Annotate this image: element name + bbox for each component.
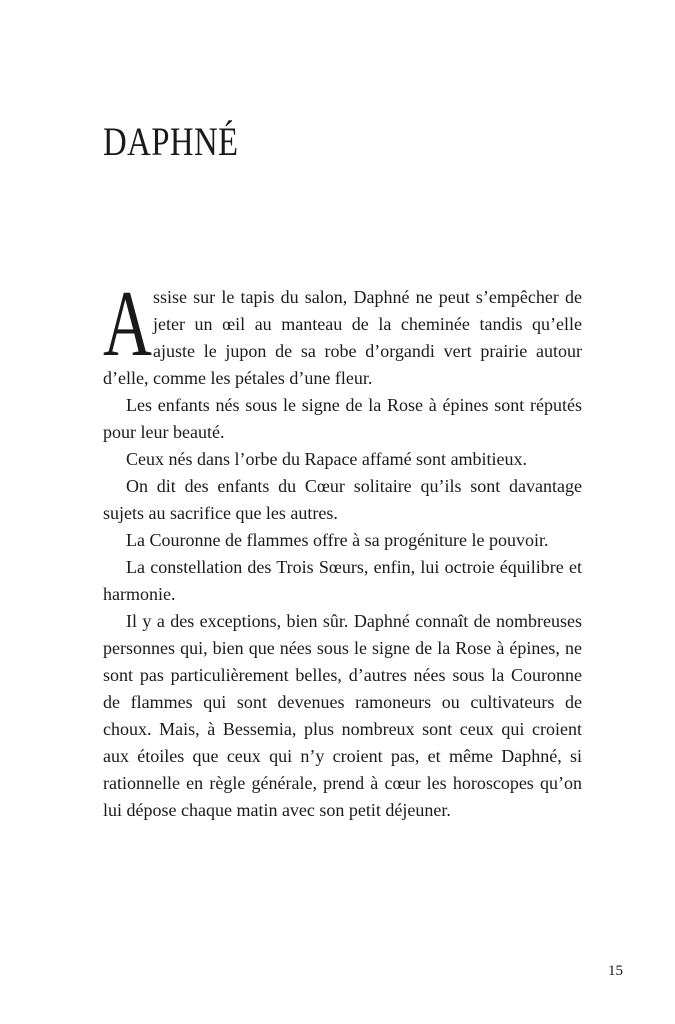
paragraph: La Couronne de flammes offre à sa progéniture le pouvoir.	[126, 530, 549, 550]
chapter-title: DAPHNÉ	[103, 119, 239, 164]
chapter-body	[103, 272, 582, 824]
opening-paragraph	[103, 272, 582, 392]
drop-cap: A	[103, 272, 152, 376]
paragraph: Les enfants nés sous le signe de la Rose à épines sont réputés pour leur beauté.	[103, 395, 582, 442]
page-number: 15	[608, 963, 623, 979]
paragraph: Il y a des exceptions, bien sûr. Daphné connaît de nombreuses personnes qui, bien que nées sous le signe de la Rose à épines, ne sont pas particulièrement belles, d’autres nées sous la Couronne de flammes qui sont devenues ramoneurs ou cultivateurs de choux. Mais, à Bessemia, plus nombreux sont ceux qui croient aux étoiles que ceux qui n’y croient pas, et même Daphné, si rationnelle en règle générale, prend à cœur les horoscopes qu’on lui dépose chaque matin avec son petit déjeuner.	[103, 611, 582, 820]
opening-paragraph-text: ssise sur le tapis du salon, Daphné ne peut s’empêcher de jeter un œil au manteau de la cheminée tandis qu’elle ajuste le jupon de sa robe d’organdi vert prairie autour d’elle, comme les pétales d’une fleur.	[103, 287, 582, 388]
paragraph: La constellation des Trois Sœurs, enfin, lui octroie équilibre et harmonie.	[103, 557, 582, 604]
paragraph: Ceux nés dans l’orbe du Rapace affamé sont ambitieux.	[126, 449, 528, 469]
paragraph: On dit des enfants du Cœur solitaire qu’ils sont davantage sujets au sacrifice que les autres.	[103, 476, 582, 523]
